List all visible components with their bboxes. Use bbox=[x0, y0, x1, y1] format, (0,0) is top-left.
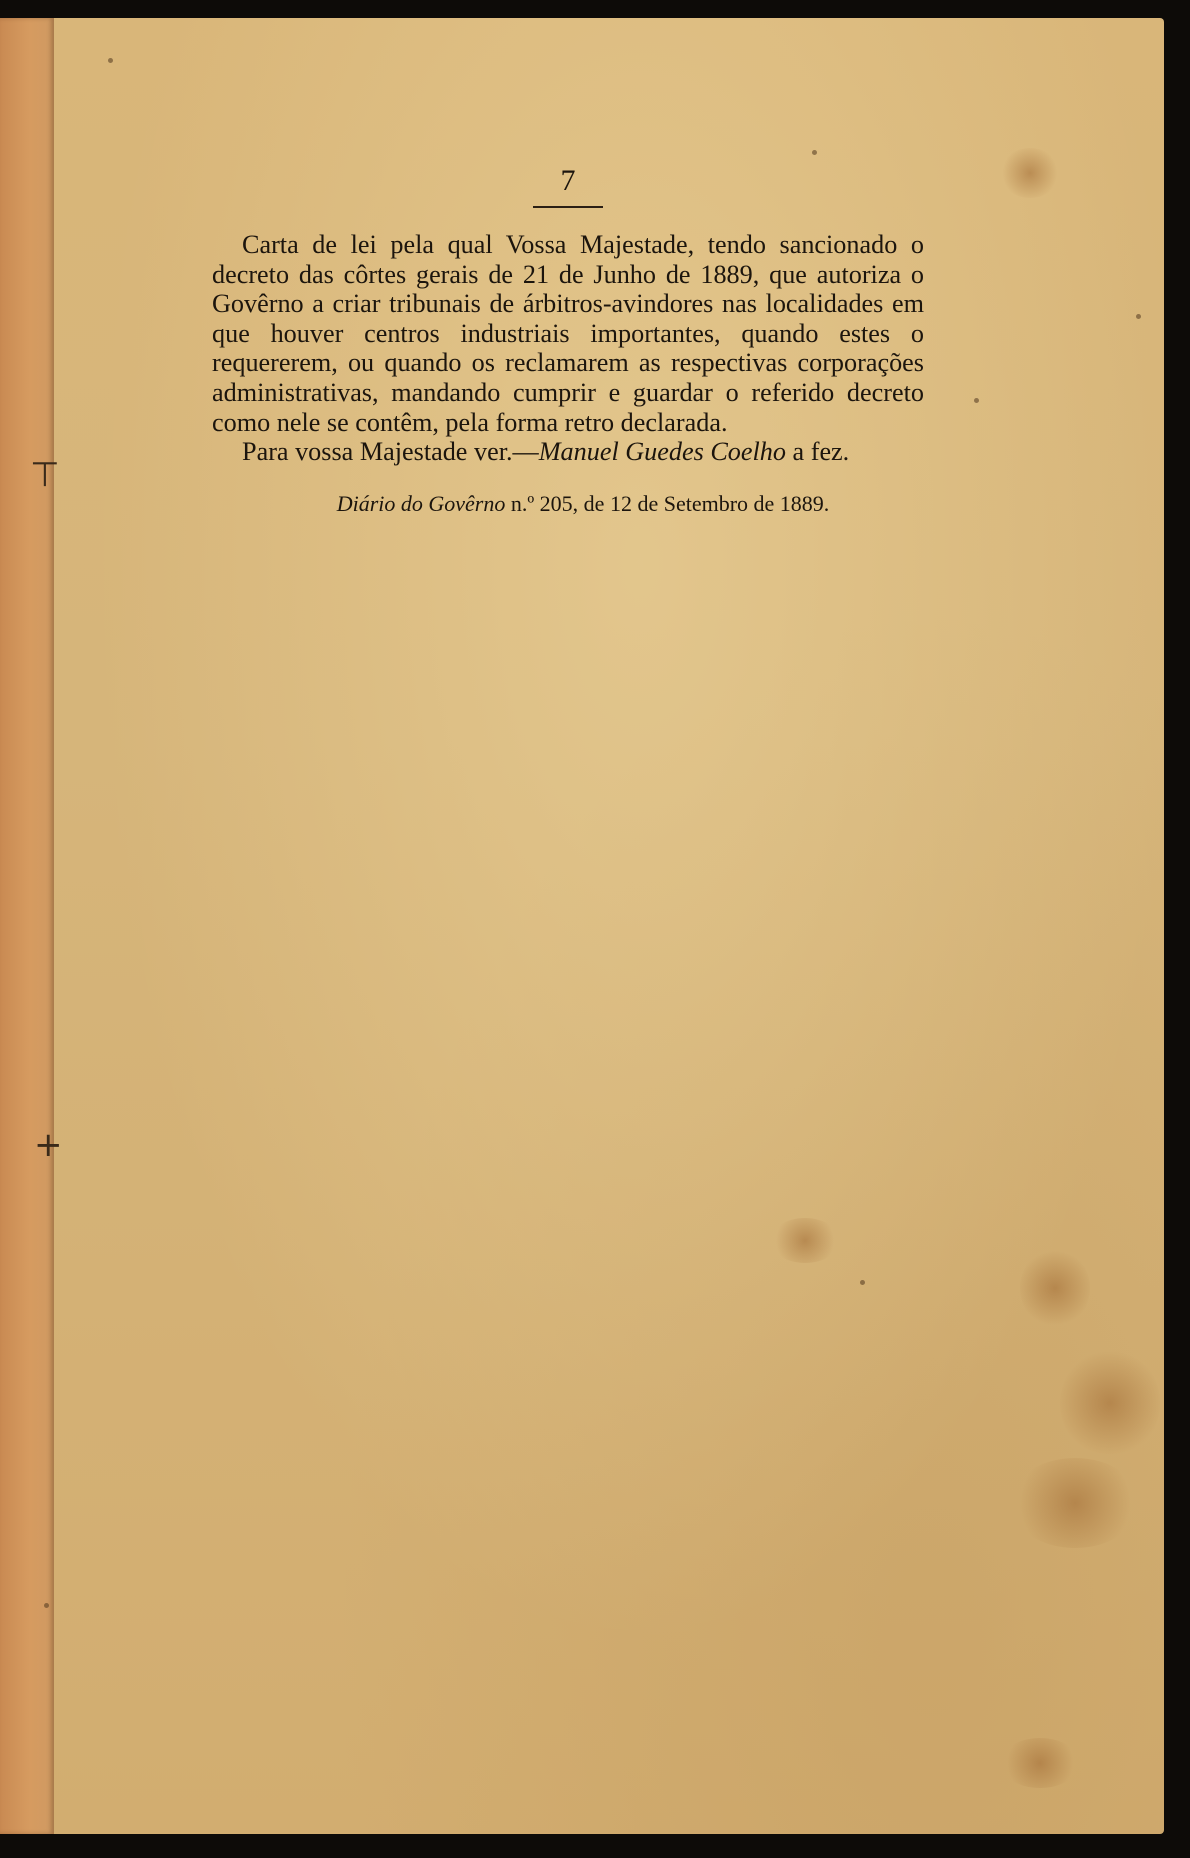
publication-name: Diário do Govêrno bbox=[336, 490, 506, 516]
source-citation bbox=[212, 491, 924, 517]
signatory-name: Manuel Guedes Coelho bbox=[538, 437, 786, 467]
speck bbox=[974, 398, 979, 403]
speck bbox=[1136, 314, 1141, 319]
page-number: 7 bbox=[560, 164, 576, 197]
speck bbox=[44, 1603, 49, 1608]
signature-closing: a fez. bbox=[786, 437, 850, 467]
body-paragraph: Carta de lei pela qual Vossa Majestade, tendo sancionado o decreto das côrtes gerais de 21 de Junho de 1889, que autoriza o Govêrno a criar tribunais de árbitros-avindores nas localidades em que houver centros industriais importantes, quando estes o requererem, ou quando os reclamarem as respectivas corporações administrativas, mandando cumprir e guardar o referido decreto como nele se contêm, pela forma retro declarada. bbox=[212, 230, 924, 437]
signature-lead: Para vossa Majestade ver.— bbox=[242, 437, 539, 467]
speck bbox=[860, 1280, 865, 1285]
paper-page bbox=[0, 18, 1164, 1834]
stain bbox=[1060, 1348, 1160, 1458]
fold-mark: + bbox=[34, 1125, 63, 1165]
stain bbox=[1000, 148, 1060, 198]
stain bbox=[1000, 1738, 1080, 1788]
signature-paragraph bbox=[212, 437, 924, 467]
fold-mark: ⊤ bbox=[30, 455, 60, 495]
publication-details: n.º 205, de 12 de Setembro de 1889. bbox=[505, 490, 830, 516]
speck bbox=[108, 58, 113, 63]
page-number-rule bbox=[533, 206, 603, 208]
page-spine bbox=[0, 18, 54, 1834]
stain bbox=[770, 1218, 840, 1263]
stain bbox=[1020, 1248, 1090, 1328]
stain bbox=[1010, 1458, 1140, 1548]
speck bbox=[812, 150, 817, 155]
text-block bbox=[212, 166, 924, 517]
